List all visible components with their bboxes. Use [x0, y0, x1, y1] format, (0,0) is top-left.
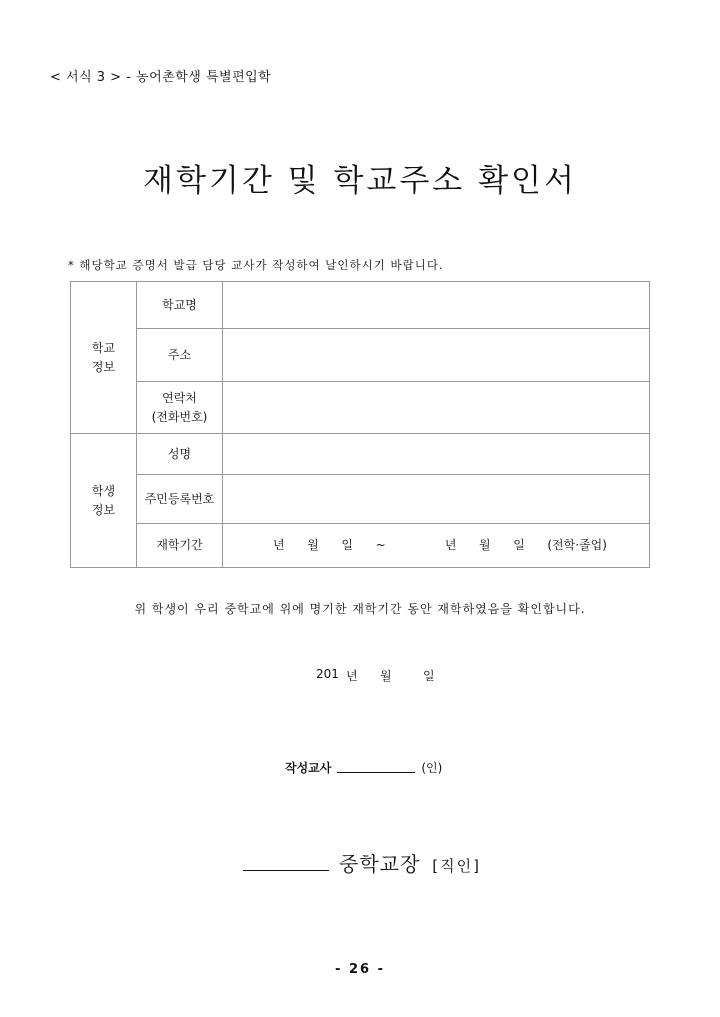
- form-number-label: < 서식 3 > - 농어촌학생 특별편입학: [50, 70, 272, 85]
- address-label: 주소: [137, 329, 223, 382]
- principal-title: 중학교장: [339, 852, 421, 876]
- address-field[interactable]: [223, 329, 650, 382]
- period-start-day: 일: [341, 538, 353, 552]
- date-year: 년: [346, 669, 358, 683]
- period-status: (전학·졸업): [547, 538, 607, 552]
- school-name-field[interactable]: [223, 282, 650, 329]
- student-name-field[interactable]: [223, 434, 650, 475]
- writer-label: 작성교사: [285, 761, 332, 775]
- page-number: - 26 -: [335, 962, 385, 977]
- date-month: 월: [380, 669, 392, 683]
- writer-signature-line[interactable]: [337, 762, 415, 773]
- confirmation-statement: 위 학생이 우리 중학교에 위에 명기한 재학기간 동안 재학하였음을 확인합니다.: [134, 602, 586, 616]
- contact-label: 연락처 (전화번호): [137, 382, 223, 434]
- school-info-group-label: 학교 정보: [71, 282, 137, 434]
- principal-signature: [243, 848, 481, 877]
- period-tilde: ~: [375, 538, 386, 552]
- resident-id-field[interactable]: [223, 475, 650, 524]
- writer-signature: [285, 759, 442, 776]
- period-end-month: 월: [479, 538, 491, 552]
- official-seal: [직인]: [432, 857, 481, 875]
- issue-date: [316, 667, 435, 684]
- date-year-prefix: 201: [316, 667, 339, 681]
- student-name-label: 성명: [137, 434, 223, 475]
- resident-id-label: 주민등록번호: [137, 475, 223, 524]
- info-table: [70, 281, 650, 568]
- writer-seal: (인): [421, 761, 443, 775]
- school-name-label: 학교명: [137, 282, 223, 329]
- period-end-day: 일: [513, 538, 525, 552]
- enrollment-period-label: 재학기간: [137, 524, 223, 568]
- period-start-month: 월: [307, 538, 319, 552]
- period-start-year: 년: [273, 538, 285, 552]
- period-end-year: 년: [444, 538, 457, 552]
- date-day: 일: [423, 669, 435, 683]
- document-title: 재학기간 및 학교주소 확인서: [143, 163, 577, 199]
- contact-field[interactable]: [223, 382, 650, 434]
- school-name-line[interactable]: [243, 848, 329, 871]
- instruction-note: * 해당학교 증명서 발급 담당 교사가 작성하여 날인하시기 바랍니다.: [68, 258, 444, 272]
- enrollment-period-field[interactable]: [223, 524, 650, 568]
- student-info-group-label: 학생 정보: [71, 434, 137, 568]
